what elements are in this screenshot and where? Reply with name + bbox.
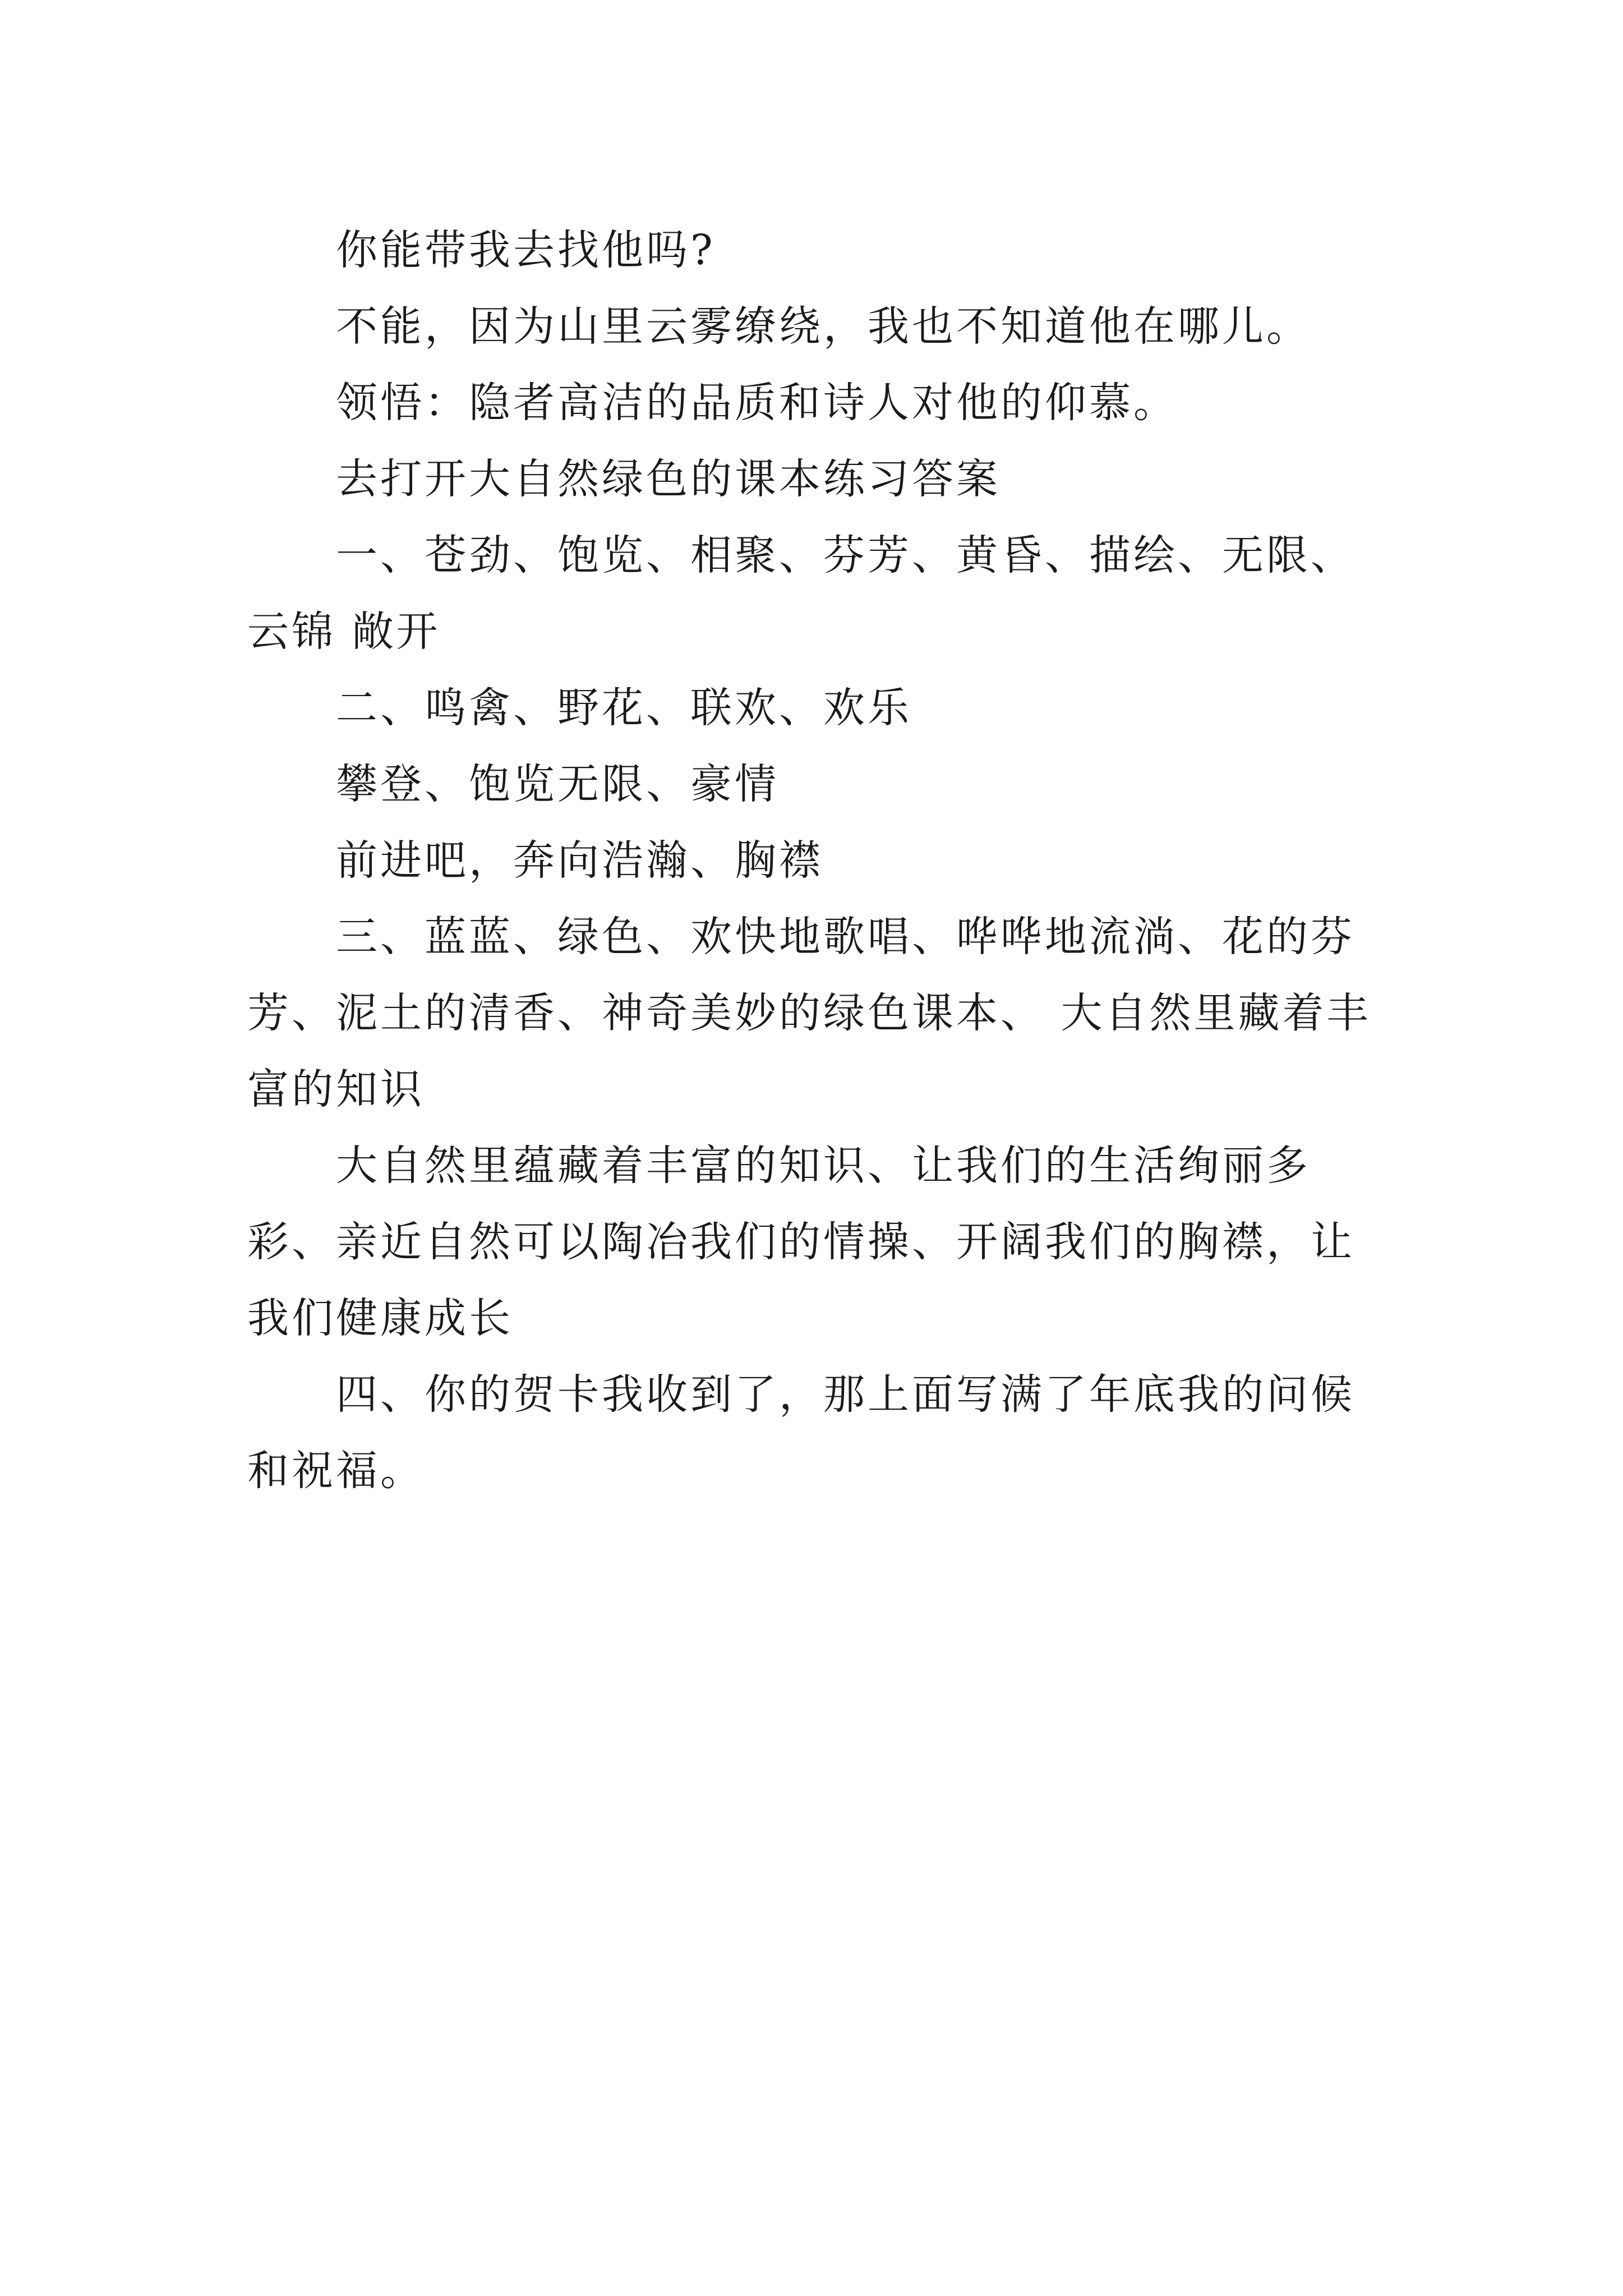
- exercise-two: 二、鸣禽、野花、联欢、欢乐: [336, 684, 912, 732]
- document-body: [247, 212, 1386, 1509]
- exercise-one: 一、苍劲、饱览、相聚、芬芳、黄昏、描绘、无限、云锦 敞开: [247, 531, 1355, 656]
- paragraph-insight: 领悟：隐者高洁的品质和诗人对他的仰慕。: [336, 379, 1178, 427]
- exercise-two-line-3: 前进吧，奔向浩瀚、胸襟: [336, 836, 823, 885]
- exercise-four: 四、你的贺卡我收到了，那上面写满了年底我的问候和祝福。: [247, 1370, 1355, 1495]
- section-heading: 去打开大自然绿色的课本练习答案: [336, 455, 1000, 503]
- exercise-three: 三、蓝蓝、绿色、欢快地歌唱、哗哗地流淌、花的芬芳、泥土的清香、神奇美妙的绿色课本、 大自然里藏着丰富的知识: [247, 913, 1371, 1114]
- paragraph-answer: 不能，因为山里云雾缭绕，我也不知道他在哪儿。: [336, 302, 1311, 351]
- paragraph-question: 你能带我去找他吗?: [336, 226, 716, 274]
- exercise-two-line-2: 攀登、饱览无限、豪情: [336, 760, 779, 808]
- exercise-three-summary: 大自然里蕴藏着丰富的知识、让我们的生活绚丽多彩、亲近自然可以陶冶我们的情操、开阔我们的胸襟，让我们健康成长: [247, 1142, 1355, 1342]
